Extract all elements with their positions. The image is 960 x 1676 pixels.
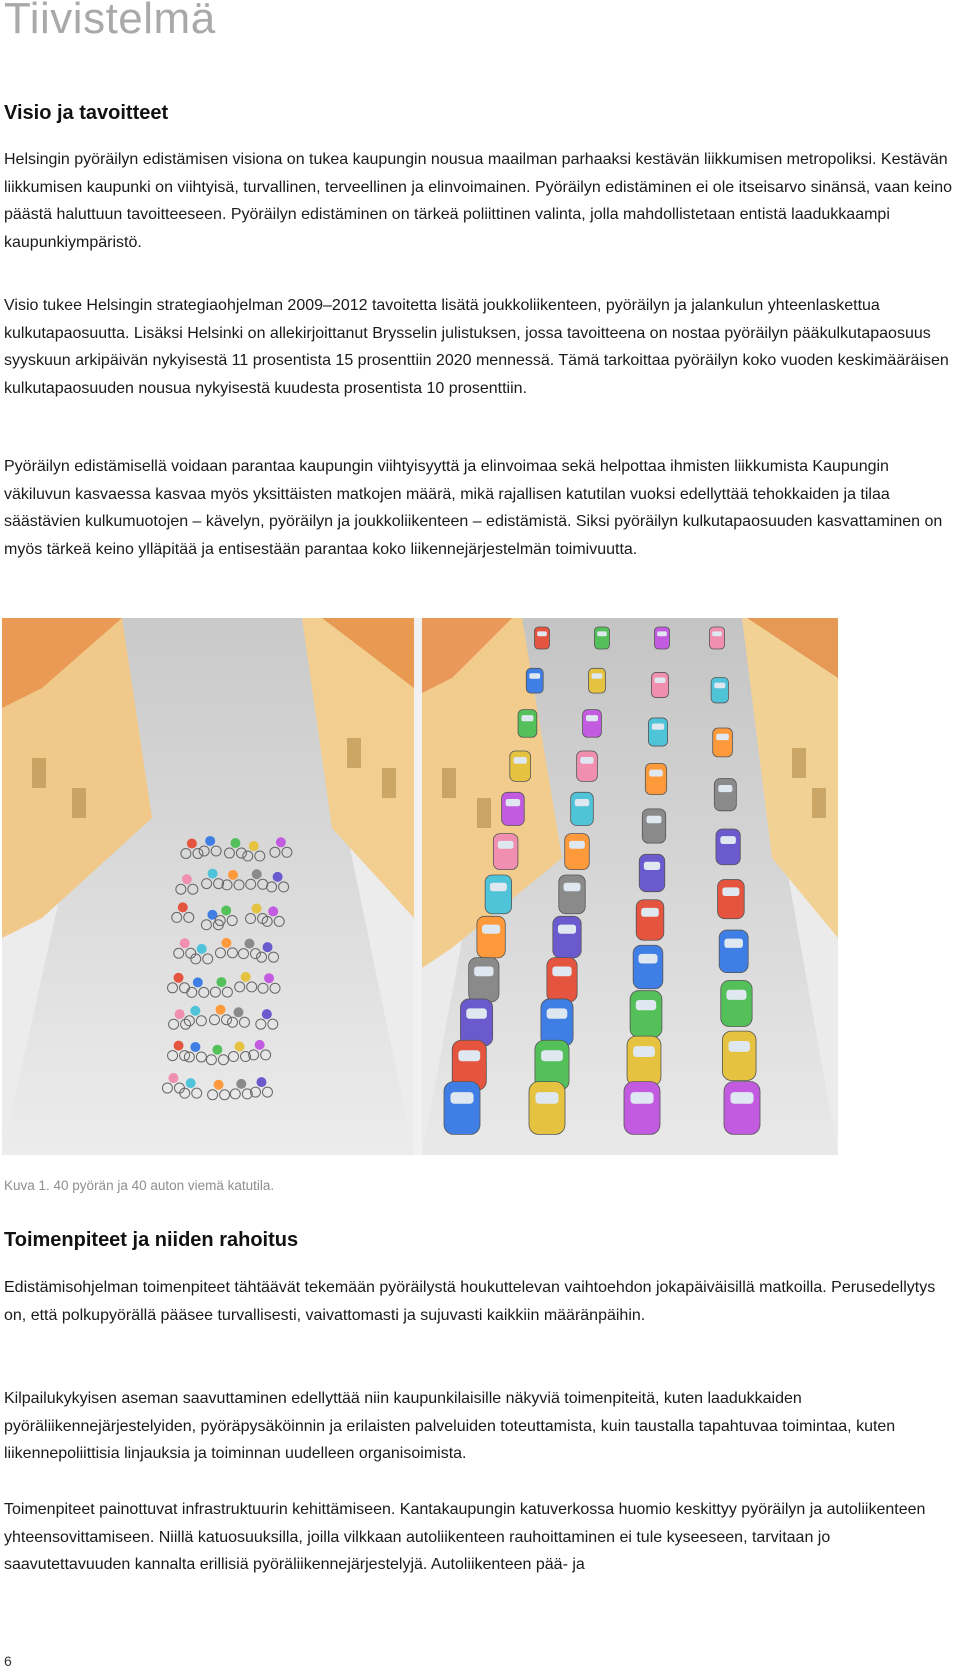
car-mark [655,627,670,649]
section-heading-measures: Toimenpiteet ja niiden rahoitus [4,1229,299,1251]
car-mark [724,1082,760,1135]
car-mark [718,880,745,919]
car-mark [589,668,606,693]
car-mark [639,854,665,891]
car-mark [510,751,531,781]
car-mark [535,627,550,649]
car-mark [518,710,537,738]
car-mark [595,627,610,649]
paragraph-vision-3: Pyöräilyn edistämisellä voidaan parantaa kaupungin viihtyisyyttä ja elinvoimaa sekä helpottaa ihmisten liikkumista Kaupungin väkiluvun kasvaessa kasvaa myös yksittäisten matkojen määrä, mikä rajallisen katutilan vuoksi edellyttää tehokkaiden ja tilaa säästävien kulkumuotojen – kävelyn, pyöräilyn ja joukkoliikenteen – edistämistä. Siksi pyöräilyn kulkutapaosuuden kasvattaminen on myös tärkeä keino ylläpitää ja entisestään parantaa koko liikennejärjestelmän toimivuutta. [4,458,943,558]
panel-bicycles [2,618,414,1155]
car-mark [651,672,668,697]
page-number: 6 [4,1653,12,1669]
car-mark [714,779,736,811]
paragraph-measures-1: Edistämisohjelman toimenpiteet tähtäävät tekemään pyöräilystä houkuttelevan vaihtoehdon jokapäiväisillä matkoilla. Perusedellytys on, että polkupyörällä pääsee turvallisesti, vaivattomasti ja sujuvasti kaikkiin määränpäihin. [4,1279,936,1324]
car-mark [722,1031,756,1080]
car-mark [627,1036,661,1086]
car-mark [624,1082,660,1135]
car-mark [648,718,667,746]
car-mark [711,678,728,703]
car-mark [716,829,740,865]
car-mark [721,981,752,1027]
car-mark [553,916,581,958]
paragraph-measures-3: Toimenpiteet painottuvat infrastruktuurin kehittämiseen. Kantakaupungin katuverkossa huomio keskittyy pyöräilyn ja autoliikenteen yhteensovittamiseen. Niillä katuosuuksilla, joilla vilkkaan autoliikenteen rauhoittaminen ei tule kyseeseen, tarvitaan jo saavutettavuuden kannalta erillisiä pyöräliikennejärjestelyjä. Autoliikenteen pää- ja [4,1501,926,1573]
car-mark [547,958,577,1002]
paragraph-measures-2: Kilpailukykyisen aseman saavuttaminen edellyttää niin kaupunkilaisille näkyviä toimenpiteitä, kuten laadukkaiden pyöräliikennejärjestelyiden, pyöräpysäköinnin ja erilaisten palveluiden toteuttamista, kuin taustalla tapahtuvaa toimintaa, kuten liikennepoliittisia linjauksia ja toiminnan uudelleen organisoimista. [4,1390,896,1462]
section-heading-vision: Visio ja tavoitteet [4,102,169,124]
car-mark [469,958,499,1002]
page-title: Tiivistelmä [4,0,216,43]
paragraph-vision-2: Visio tukee Helsingin strategiaohjelman 2009–2012 tavoitetta lisätä joukkoliikenteen, pyöräilyn ja jalankulun yhteenlaskettua kulkutapaosuutta. Lisäksi Helsinki on allekirjoittanut Brysselin julistuksen, jossa tavoitteena on nostaa pyöräilyn pääkulkutapaosuus syyskuun arkipäivän nykyisestä 11 prosentista 15 prosenttiin 2020 mennessä. Tämä tarkoittaa pyöräilyn koko vuoden keskimääräisen kulkutapaosuuden nousua nykyisestä kuudesta prosentista 10 prosenttiin. [4,297,949,397]
car-mark [630,991,662,1038]
car-mark [477,916,505,958]
car-mark [460,999,492,1046]
car-mark [636,900,664,940]
figure-caption: Kuva 1. 40 pyörän ja 40 auton viemä katutila. [4,1178,275,1193]
car-mark [559,875,585,914]
car-mark [485,875,511,914]
car-mark [642,809,665,843]
car-mark [583,710,602,738]
car-mark [713,728,733,757]
illustration-bikes-vs-cars [2,618,838,1155]
car-mark [565,834,590,870]
car-mark [645,763,666,794]
car-mark [493,834,518,870]
car-mark [526,668,543,693]
car-mark [710,627,725,649]
car-mark [719,930,748,973]
car-mark [541,999,573,1046]
car-mark [529,1082,565,1135]
car-mark [577,751,598,781]
car-mark [444,1082,480,1135]
car-mark [502,792,525,825]
car-mark [571,792,594,825]
car-mark [633,945,663,989]
paragraph-vision-1: Helsingin pyöräilyn edistämisen visiona on tukea kaupungin nousua maailman parhaaksi kestävän liikkumisen metropoliksi. Kestävän liikkumisen kaupunki on viihtyisä, turvallinen, terveellinen ja elinvoimainen. Pyöräilyn edistäminen ei ole itseisarvo sinänsä, vaan keino päästä haluttuun tavoitteeseen. Pyöräilyn edistäminen on tärkeä poliittinen valinta, jolla mahdollistetaan entistä laadukkaampi kaupunkiympäristö. [4,151,953,251]
